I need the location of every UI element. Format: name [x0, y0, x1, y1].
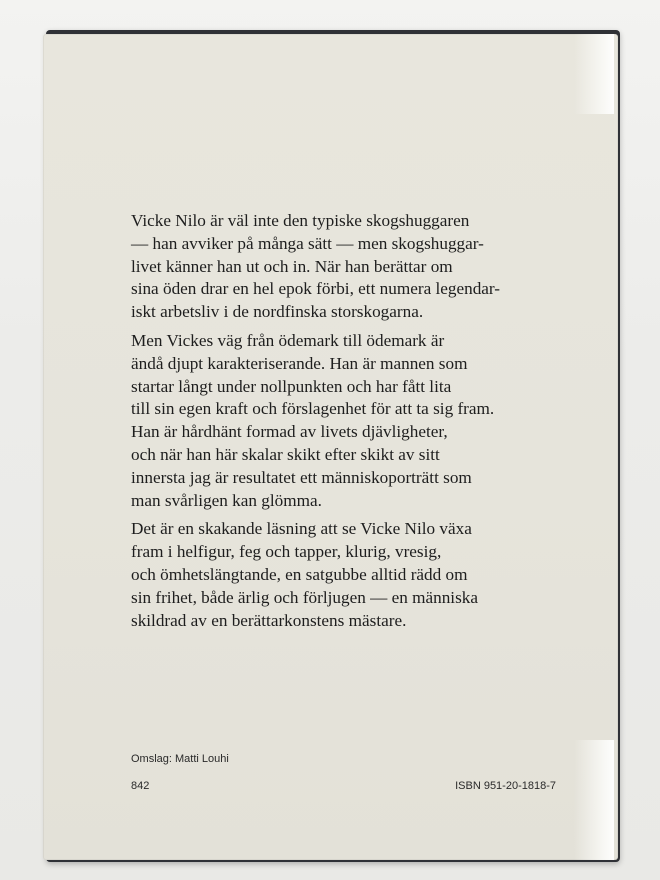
blurb-paragraph [131, 518, 591, 632]
blurb-paragraph [131, 210, 591, 324]
blurb-line: Vicke Nilo är väl inte den typiske skogshuggaren [131, 211, 470, 230]
blurb-line: till sin egen kraft och förslagenhet för att ta sig fram. [131, 399, 495, 419]
blurb-paragraph [131, 330, 591, 512]
blurb-line: skildrad av en berättarkonstens mästare. [131, 610, 407, 630]
blurb-line: ändå djupt karakteriserande. Han är mannen som [131, 353, 468, 373]
cover-wear-bottom [574, 740, 614, 860]
cover-credit: Omslag: Matti Louhi [131, 753, 229, 765]
blurb-line: innersta jag är resultatet ett människoporträtt som [131, 467, 472, 487]
publication-number: 842 [131, 780, 150, 792]
blurb-line: och ömhetslängtande, en satgubbe alltid rädd om [131, 564, 468, 584]
blurb-line: fram i helfigur, feg och tapper, klurig, vresig, [131, 542, 442, 562]
publication-info-row [131, 780, 556, 792]
blurb-line: man svårligen kan glömma. [131, 490, 322, 510]
blurb-line: sina öden drar en hel epok förbi, ett numera legendar- [131, 279, 501, 299]
blurb-line: Han är hårdhänt formad av livets djävligheter, [131, 422, 448, 442]
blurb-line: Men Vickes väg från ödemark till ödemark är [131, 330, 445, 350]
blurb-text [131, 210, 591, 638]
cover-wear-top [574, 34, 614, 114]
blurb-line: och när han här skalar skikt efter skikt av sitt [131, 444, 440, 464]
blurb-line: livet känner han ut och in. När han berättar om [131, 256, 453, 276]
blurb-line: startar långt under nollpunkten och har fått lita [131, 376, 452, 396]
blurb-line: iskt arbetsliv i de nordfinska storskogarna. [131, 302, 424, 322]
book-back-cover [43, 34, 618, 860]
isbn: ISBN 951-20-1818-7 [455, 780, 556, 792]
blurb-line: Det är en skakande läsning att se Vicke Nilo växa [131, 519, 472, 539]
blurb-line: — han avviker på många sätt — men skogshuggar- [131, 233, 484, 253]
blurb-line: sin frihet, både ärlig och förljugen — en människa [131, 587, 478, 607]
